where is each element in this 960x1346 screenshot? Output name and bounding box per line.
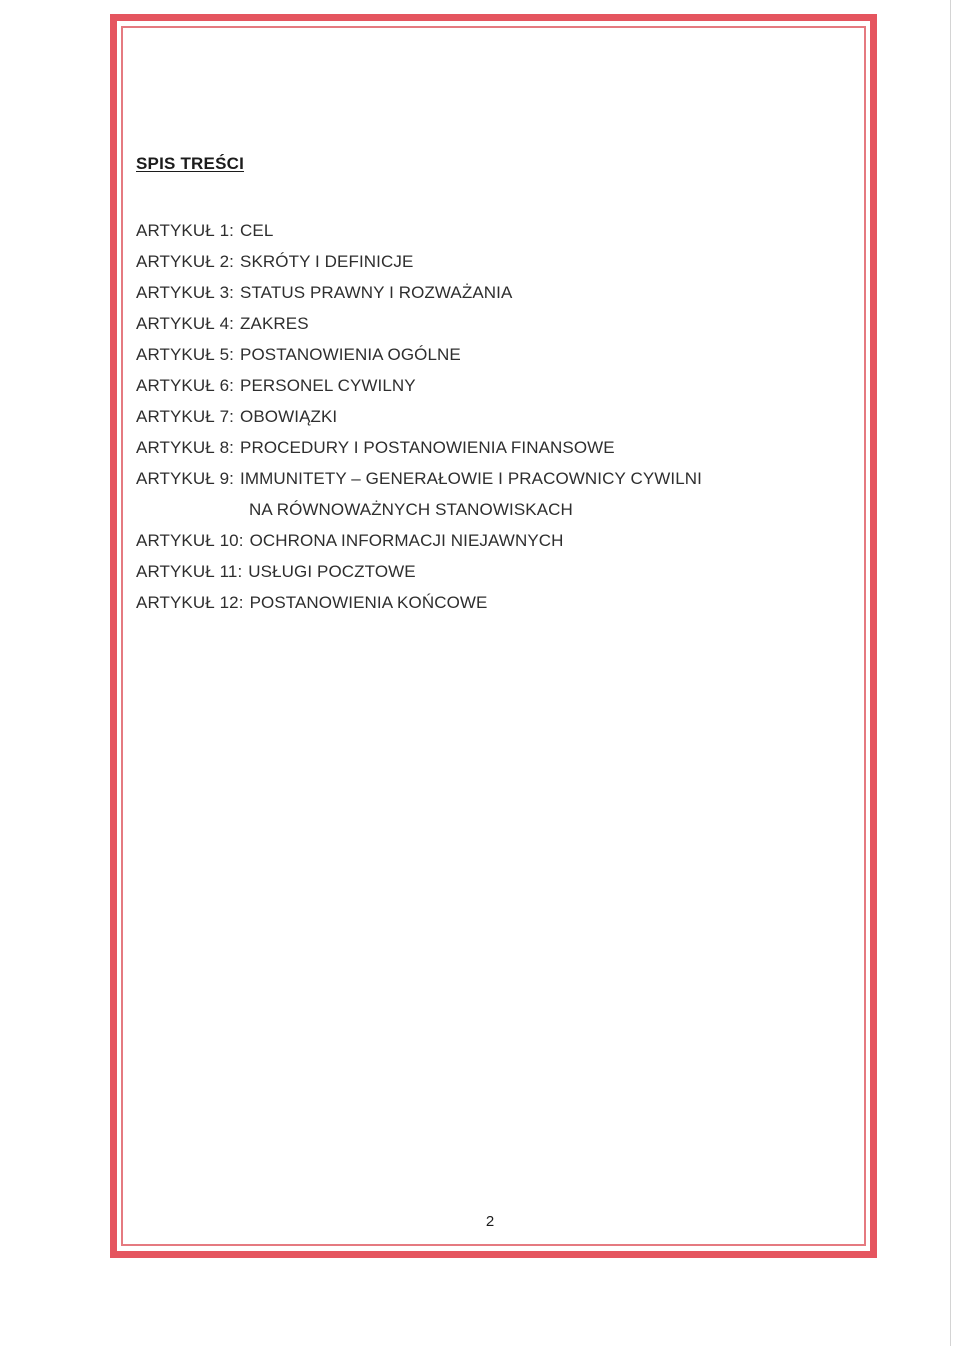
toc-item-label: ARTYKUŁ 7: bbox=[136, 407, 235, 426]
toc-item-text: OBOWIĄZKI bbox=[240, 407, 338, 426]
toc-item-12 bbox=[136, 587, 702, 618]
toc-item-label: ARTYKUŁ 10: bbox=[136, 531, 244, 550]
toc-item-label: ARTYKUŁ 5: bbox=[136, 345, 235, 364]
toc-item-text: CEL bbox=[240, 221, 274, 240]
toc-item-10 bbox=[136, 525, 702, 556]
toc-item-5 bbox=[136, 339, 702, 370]
toc-item-text: USŁUGI POCZTOWE bbox=[248, 562, 416, 581]
toc-item-text: ZAKRES bbox=[240, 314, 309, 333]
toc-item-7 bbox=[136, 401, 702, 432]
toc-item-9 bbox=[136, 463, 702, 494]
toc-item-label: ARTYKUŁ 12: bbox=[136, 593, 244, 612]
toc-item-label: ARTYKUŁ 2: bbox=[136, 252, 235, 271]
toc-item-label: ARTYKUŁ 4: bbox=[136, 314, 235, 333]
toc-item-text: POSTANOWIENIA OGÓLNE bbox=[240, 345, 461, 364]
toc-item-label: ARTYKUŁ 9: bbox=[136, 469, 235, 488]
toc-item-1 bbox=[136, 215, 702, 246]
scan-edge-line bbox=[950, 0, 951, 1346]
toc-item-label: ARTYKUŁ 3: bbox=[136, 283, 235, 302]
toc-item-text: STATUS PRAWNY I ROZWAŻANIA bbox=[240, 283, 513, 302]
toc-item-text-continuation: NA RÓWNOWAŻNYCH STANOWISKACH bbox=[249, 500, 573, 519]
toc-item-label: ARTYKUŁ 1: bbox=[136, 221, 235, 240]
toc-item-text: OCHRONA INFORMACJI NIEJAWNYCH bbox=[249, 531, 564, 550]
toc-item-4 bbox=[136, 308, 702, 339]
toc-item-text: IMMUNITETY – GENERAŁOWIE I PRACOWNICY CYWILNI bbox=[240, 469, 702, 488]
table-of-contents bbox=[136, 215, 702, 618]
toc-item-label: ARTYKUŁ 11: bbox=[136, 562, 243, 581]
toc-item-9-continuation bbox=[136, 494, 702, 525]
toc-item-text: POSTANOWIENIA KOŃCOWE bbox=[249, 593, 488, 612]
toc-item-text: SKRÓTY I DEFINICJE bbox=[240, 252, 414, 271]
toc-item-11 bbox=[136, 556, 702, 587]
page-frame-inner bbox=[121, 26, 866, 1246]
toc-item-3 bbox=[136, 277, 702, 308]
toc-item-6 bbox=[136, 370, 702, 401]
toc-item-8 bbox=[136, 432, 702, 463]
toc-item-text: PROCEDURY I POSTANOWIENIA FINANSOWE bbox=[240, 438, 615, 457]
page-number: 2 bbox=[485, 1213, 495, 1230]
toc-item-text: PERSONEL CYWILNY bbox=[240, 376, 416, 395]
toc-item-2 bbox=[136, 246, 702, 277]
toc-title: SPIS TREŚCI bbox=[136, 154, 245, 173]
toc-item-label: ARTYKUŁ 8: bbox=[136, 438, 235, 457]
toc-item-label: ARTYKUŁ 6: bbox=[136, 376, 235, 395]
